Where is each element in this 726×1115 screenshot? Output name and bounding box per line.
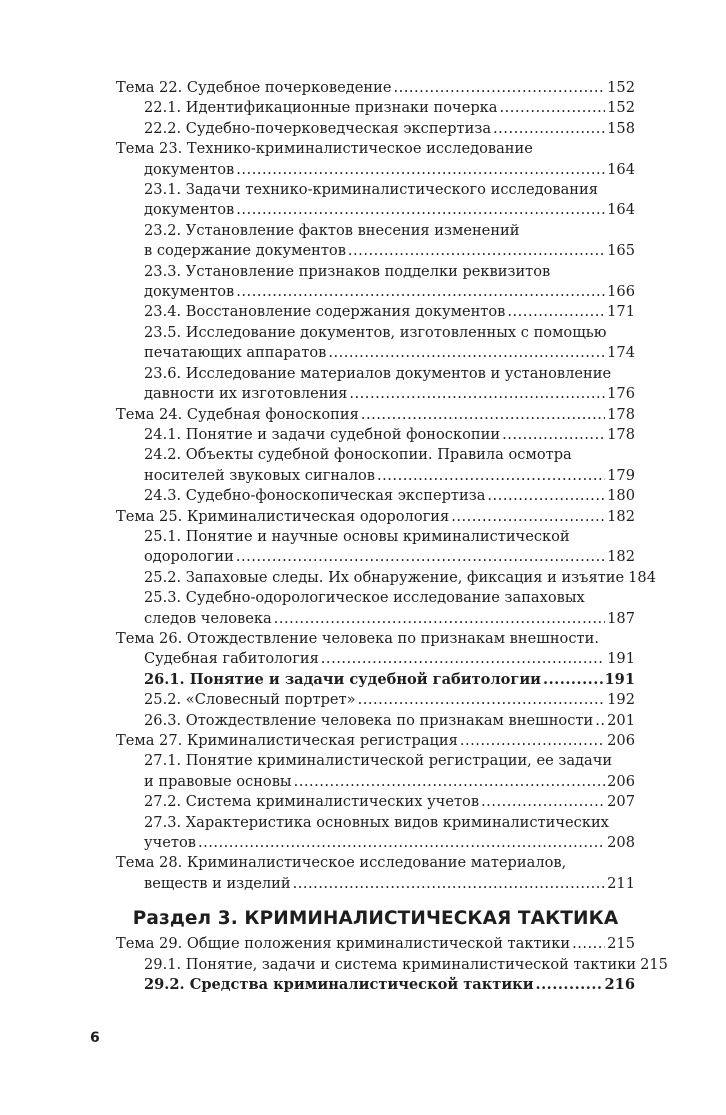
toc-entry-title-line: 27.1. Понятие криминалистической регистрации, ее задачи xyxy=(144,752,613,770)
toc-entry-title-line: 23.6. Исследование материалов документов и установление xyxy=(144,364,612,382)
toc-entry xyxy=(116,751,635,792)
toc-entry-page: 206 xyxy=(607,732,635,749)
toc-entry xyxy=(116,853,635,894)
toc-entry-title-line: 25.3. Судебно-одорологическое исследование запаховых xyxy=(144,589,585,607)
toc-entry-title: документов xyxy=(144,201,235,219)
toc-entry xyxy=(116,588,635,629)
toc-entry-page: 182 xyxy=(607,548,635,566)
toc-entry-title-line: Тема 28. Криминалистическое исследование материалов, xyxy=(116,854,567,872)
toc-entry-title: Тема 29. Общие положения криминалистической тактики xyxy=(116,935,571,953)
toc-entry-title: 24.1. Понятие и задачи судебной фоноскопии xyxy=(144,425,501,443)
toc-entry-title-line: Тема 23. Технико-криминалистическое исследование xyxy=(116,140,533,158)
toc-entry xyxy=(116,323,635,364)
toc-entry xyxy=(116,364,635,405)
toc-entry-title: 24.3. Судебно-фоноскопическая экспертиза xyxy=(144,487,486,505)
toc-entry-page: 164 xyxy=(607,201,635,219)
toc-entry xyxy=(116,955,668,975)
toc-entry-page: 166 xyxy=(607,283,635,301)
table-of-contents xyxy=(116,78,668,995)
toc-entry-title: Тема 25. Криминалистическая одорология xyxy=(116,507,450,525)
toc-entry-title-line: 23.1. Задачи технико-криминалистического исследования xyxy=(144,181,598,199)
toc-entry xyxy=(116,731,635,751)
toc-entry-title: учетов xyxy=(144,834,196,852)
toc-entry xyxy=(116,119,635,139)
toc-entry xyxy=(116,711,635,731)
toc-entry-page: 152 xyxy=(607,99,635,117)
toc-entry-title: 26.1. Понятие и задачи судебной габитологии xyxy=(144,670,542,688)
toc-entry-page: 192 xyxy=(607,691,635,709)
toc-entry-title: Тема 22. Судебное почерковедение xyxy=(116,79,392,96)
toc-entry xyxy=(116,629,635,670)
toc-entry-page: 179 xyxy=(607,466,635,484)
toc-entry-title-line: 23.3. Установление признаков подделки реквизитов xyxy=(144,262,551,280)
toc-entry-title-line: 27.3. Характеристика основных видов криминалистических xyxy=(144,813,609,831)
toc-entry-title-line: 23.5. Исследование документов, изготовленных с помощью xyxy=(144,323,607,341)
toc-entry-page: 206 xyxy=(607,772,635,790)
toc-entry-page: 184 xyxy=(628,568,656,586)
toc-entry-title: документов xyxy=(144,160,235,178)
toc-entry xyxy=(116,139,635,180)
toc-entry xyxy=(116,78,635,98)
toc-entry-title-line: Тема 26. Отождествление человека по признакам внешности. xyxy=(116,629,599,647)
toc-entry-highlighted xyxy=(116,670,635,690)
toc-entry-title: печатающих аппаратов xyxy=(144,344,327,362)
toc-entry-title: 25.2. «Словесный портрет» xyxy=(144,691,356,709)
toc-entry-page: 178 xyxy=(607,425,635,443)
toc-entry-page: 215 xyxy=(607,935,635,953)
toc-entry-title: давности их изготовления xyxy=(144,385,348,403)
toc-entry-title: носителей звуковых сигналов xyxy=(144,466,376,484)
toc-entry xyxy=(116,568,656,588)
toc-entry-title: одорологии xyxy=(144,548,234,566)
toc-entry-title: веществ и изделий xyxy=(144,874,291,892)
toc-entry-page: 182 xyxy=(607,507,635,525)
toc-entry-page: 180 xyxy=(607,487,635,505)
toc-entry-page: 215 xyxy=(640,955,668,973)
toc-entry-page: 176 xyxy=(607,385,635,403)
toc-entry-highlighted xyxy=(116,975,635,995)
toc-entry-title: Судебная габитология xyxy=(144,650,319,668)
toc-entry-title: Тема 27. Криминалистическая регистрация xyxy=(116,732,458,749)
toc-entry-page: 171 xyxy=(607,303,635,321)
toc-entry-title: 25.2. Запаховые следы. Их обнаружение, фиксация и изъятие xyxy=(144,568,625,586)
toc-entry-title: 26.3. Отождествление человека по признакам внешности xyxy=(144,711,594,729)
toc-entry-title: 23.4. Восстановление содержания документов xyxy=(144,303,506,321)
toc-entry xyxy=(116,262,635,303)
toc-entry-page: 174 xyxy=(607,344,635,362)
toc-entry xyxy=(116,405,635,425)
toc-entry xyxy=(116,425,635,445)
toc-entry-title-line: 23.2. Установление фактов внесения изменений xyxy=(144,221,520,239)
toc-entry xyxy=(116,180,635,221)
toc-entry-page: 211 xyxy=(607,874,635,892)
toc-entry-title: Тема 24. Судебная фоноскопия xyxy=(116,405,359,423)
page-number: 6 xyxy=(90,1030,100,1046)
toc-entry-title: в содержание документов xyxy=(144,242,346,260)
toc-entry-page: 178 xyxy=(607,405,635,423)
toc-entry xyxy=(116,934,635,954)
toc-entry-page: 191 xyxy=(604,670,635,688)
toc-entry xyxy=(116,813,635,854)
toc-entry xyxy=(116,486,635,506)
section-heading: Раздел 3. КРИМИНАЛИСТИЧЕСКАЯ ТАКТИКА xyxy=(132,908,619,930)
toc-entry-title: 22.2. Судебно-почерковедческая экспертиза xyxy=(144,119,492,137)
toc-entry-title: 29.1. Понятие, задачи и система криминалистической тактики xyxy=(144,955,637,973)
toc-entry xyxy=(116,98,635,118)
toc-entry xyxy=(116,302,635,322)
toc-entry-page: 158 xyxy=(607,119,635,137)
toc-entry xyxy=(116,445,635,486)
toc-entry-page: 216 xyxy=(604,976,635,994)
toc-entry xyxy=(116,507,635,527)
toc-entry-title: 22.1. Идентификационные признаки почерка xyxy=(144,99,498,117)
toc-entry-title: следов человека xyxy=(144,609,272,627)
toc-entry-page: 207 xyxy=(607,793,635,811)
toc-entry xyxy=(116,221,635,262)
toc-entry-title: 27.2. Система криминалистических учетов xyxy=(144,793,480,811)
toc-entry xyxy=(116,690,635,710)
toc-entry-title: 29.2. Средства криминалистической тактики xyxy=(144,976,534,994)
toc-entry-page: 201 xyxy=(607,711,635,729)
toc-entry-page: 187 xyxy=(607,609,635,627)
toc-entry-page: 165 xyxy=(607,242,635,260)
toc-entry-page: 152 xyxy=(607,79,635,96)
toc-entry xyxy=(116,792,635,812)
toc-entry-page: 191 xyxy=(607,650,635,668)
toc-entry-title: и правовые основы xyxy=(144,772,292,790)
toc-entry xyxy=(116,527,635,568)
toc-entry-title: документов xyxy=(144,283,235,301)
toc-entry-title-line: 24.2. Объекты судебной фоноскопии. Правила осмотра xyxy=(144,446,572,464)
toc-entry-title-line: 25.1. Понятие и научные основы криминалистической xyxy=(144,527,570,545)
toc-entry-page: 164 xyxy=(607,160,635,178)
toc-entry-page: 208 xyxy=(607,834,635,852)
